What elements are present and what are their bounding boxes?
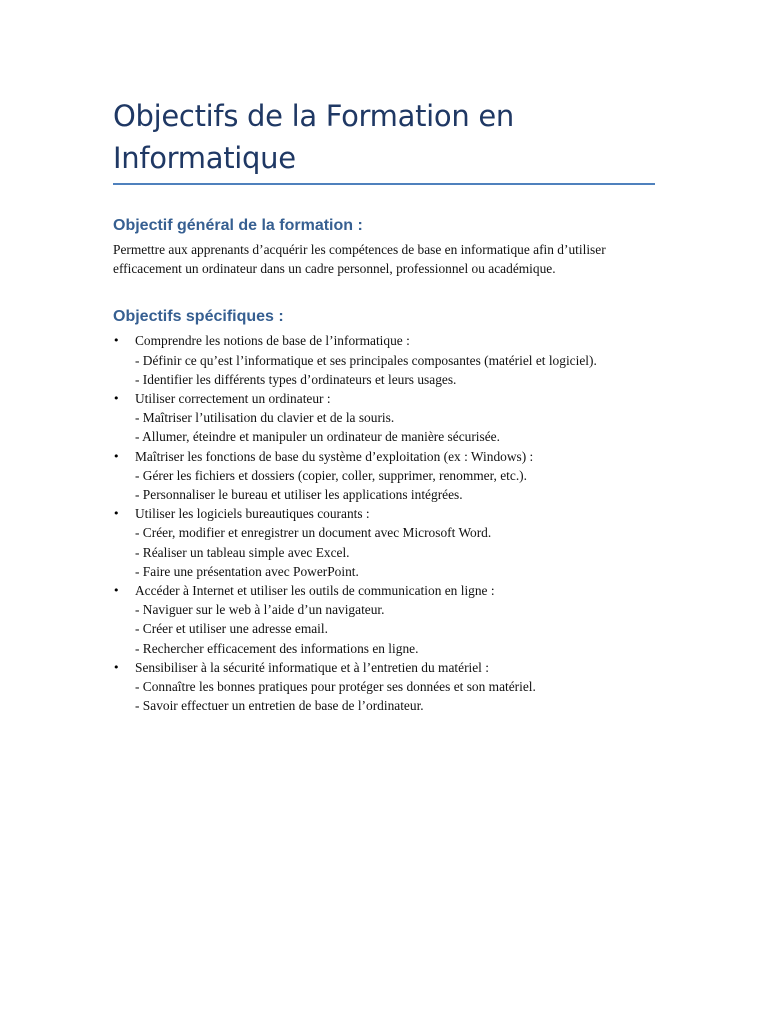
objective-label: Utiliser correctement un ordinateur : [135, 391, 331, 407]
specific-objectives-list [113, 331, 655, 715]
sub-objective: - Connaître les bonnes pratiques pour protéger ses données et son matériel. [135, 679, 536, 695]
objective-item [113, 331, 655, 389]
objective-item [113, 447, 655, 505]
sub-objective: - Réaliser un tableau simple avec Excel. [135, 544, 350, 560]
objective-label: Utiliser les logiciels bureautiques courants : [135, 506, 370, 522]
bullet-icon: • [113, 584, 120, 598]
sub-objective: - Définir ce qu’est l’informatique et ses principales composantes (matériel et logiciel). [135, 352, 597, 368]
objective-label: Accéder à Internet et utiliser les outils de communication en ligne : [135, 583, 495, 599]
objective-item [113, 504, 655, 581]
sub-objective: - Créer, modifier et enregistrer un document avec Microsoft Word. [135, 525, 492, 541]
bullet-icon: • [113, 660, 120, 674]
sub-objective: - Faire une présentation avec PowerPoint. [135, 563, 359, 579]
specific-objectives-heading: Objectifs spécifiques : [113, 308, 284, 326]
general-objective-text: Permettre aux apprenants d’acquérir les compétences de base en informatique afin d’utiliser efficacement un ordinateur dans un cadre personnel, professionnel ou académique. [113, 242, 606, 277]
objective-item [113, 658, 655, 716]
general-objective-heading: Objectif général de la formation : [113, 217, 363, 234]
objective-label: Sensibiliser à la sécurité informatique et à l’entretien du matériel : [135, 659, 489, 675]
sub-objective: - Allumer, éteindre et manipuler un ordinateur de manière sécurisée. [135, 429, 500, 445]
document-title: Objectifs de la Formation en Informatique [113, 99, 514, 175]
sub-objective: - Rechercher efficacement des informations en ligne. [135, 640, 419, 656]
bullet-icon: • [113, 392, 120, 406]
title-underline [113, 183, 655, 185]
sub-objective: - Identifier les différents types d’ordinateurs et leurs usages. [135, 371, 457, 387]
sub-objective: - Maîtriser l’utilisation du clavier et de la souris. [135, 410, 395, 426]
document-content [113, 95, 655, 715]
objective-label: Comprendre les notions de base de l’informatique : [135, 333, 410, 349]
sub-objective: - Personnaliser le bureau et utiliser les applications intégrées. [135, 487, 463, 503]
objective-item [113, 581, 655, 658]
bullet-icon: • [113, 507, 120, 521]
objective-item [113, 389, 655, 447]
bullet-icon: • [113, 334, 120, 348]
sub-objective: - Naviguer sur le web à l’aide d’un navigateur. [135, 602, 385, 618]
objective-label: Maîtriser les fonctions de base du système d’exploitation (ex : Windows) : [135, 448, 534, 464]
sub-objective: - Gérer les fichiers et dossiers (copier, coller, supprimer, renommer, etc.). [135, 467, 527, 483]
sub-objective: - Créer et utiliser une adresse email. [135, 621, 328, 637]
bullet-icon: • [113, 449, 120, 463]
sub-objective: - Savoir effectuer un entretien de base de l’ordinateur. [135, 698, 424, 714]
